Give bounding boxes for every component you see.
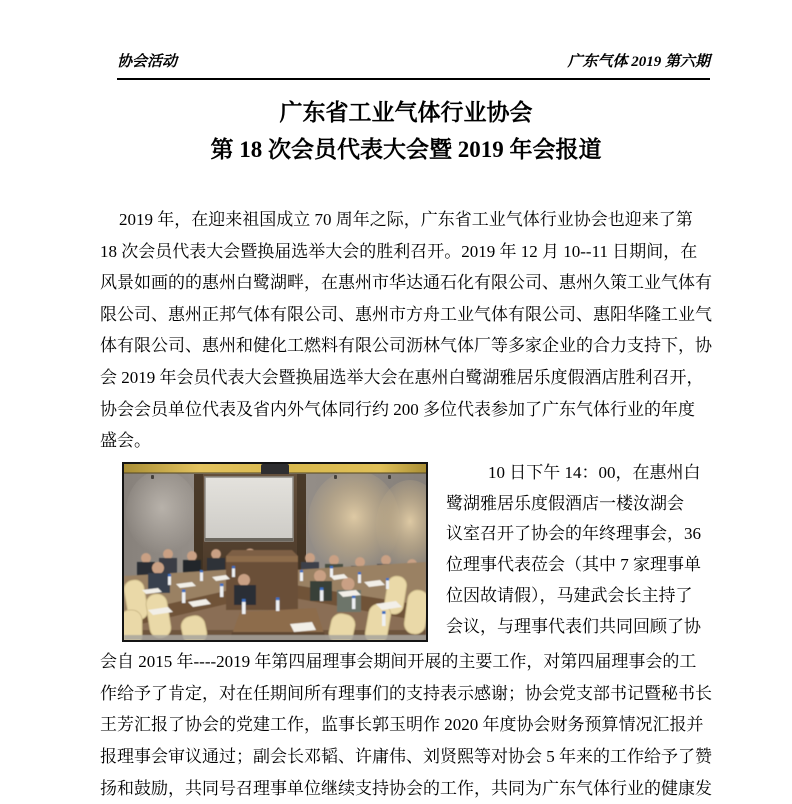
text-line: 会自 2015 年----2019 年第四届理事会期间开展的主要工作，对第四届理事会的工 — [100, 652, 697, 671]
text-line: 议室召开了协会的年终理事会，36 — [446, 524, 701, 544]
text-line: 体有限公司、惠州和健化工燃料有限公司沥林气体厂等多家企业的合力支持下，协 — [100, 336, 712, 356]
text-line: 盛会。 — [100, 431, 151, 451]
paragraph-intro — [100, 204, 712, 457]
text-line: 鹭湖雅居乐度假酒店一楼汝湖会 — [446, 493, 684, 513]
meeting-photo — [122, 462, 428, 642]
text-line: 位理事代表莅会（其中 7 家理事单 — [446, 555, 701, 575]
paragraph-meeting-wrapped — [446, 458, 712, 642]
title-line-2: 第 18 次会员代表大会暨 2019 年会报道 — [210, 137, 602, 162]
text-line: 风景如画的的惠州白鹭湖畔，在惠州市华达通石化有限公司、惠州久策工业气体有 — [100, 273, 712, 293]
text-line: 会议，与理事代表们共同回顾了协 — [446, 616, 701, 636]
text-line: 2019 年，在迎来祖国成立 70 周年之际，广东省工业气体行业协会也迎来了第 — [119, 210, 693, 229]
text-line: 10 日下午 14：00，在惠州白 — [488, 463, 701, 482]
title-line-1: 广东省工业气体行业协会 — [279, 100, 533, 125]
text-line: 限公司、惠州正邦气体有限公司、惠州市方舟工业气体有限公司、惠阳华隆工业气 — [100, 304, 712, 324]
text-line: 位因故请假），马建武会长主持了 — [446, 585, 693, 605]
paragraph-meeting-full — [100, 646, 712, 804]
meeting-photo-illustration — [124, 464, 426, 640]
header-issue-label: 广东气体 2019 第六期 — [567, 54, 710, 70]
page-header — [117, 50, 710, 80]
text-line: 18 次会员代表大会暨换届选举大会的胜利召开。2019 年 12 月 10--11 日期间，在 — [100, 241, 698, 261]
text-line: 报理事会审议通过；副会长邓韬、许庸伟、刘贤熙等对协会 5 年来的工作给予了赞 — [100, 747, 712, 767]
text-line: 扬和鼓励，共同号召理事单位继续支持协会的工作，共同为广东气体行业的健康发 — [100, 778, 712, 798]
text-line: 协会会员单位代表及省内外气体同行约 200 多位代表参加了广东气体行业的年度 — [100, 399, 695, 419]
header-section-label: 协会活动 — [117, 54, 178, 70]
article-title — [100, 94, 712, 168]
text-line: 会 2019 年会员代表大会暨换届选举大会在惠州白鹭湖雅居乐度假酒店胜利召开， — [100, 367, 704, 387]
text-line: 王芳汇报了协会的党建工作，监事长郭玉明作 2020 年度协会财务预算情况汇报并 — [100, 715, 704, 735]
text-line: 作给予了肯定，对在任期间所有理事们的支持表示感谢；协会党支部书记暨秘书长 — [100, 683, 712, 703]
